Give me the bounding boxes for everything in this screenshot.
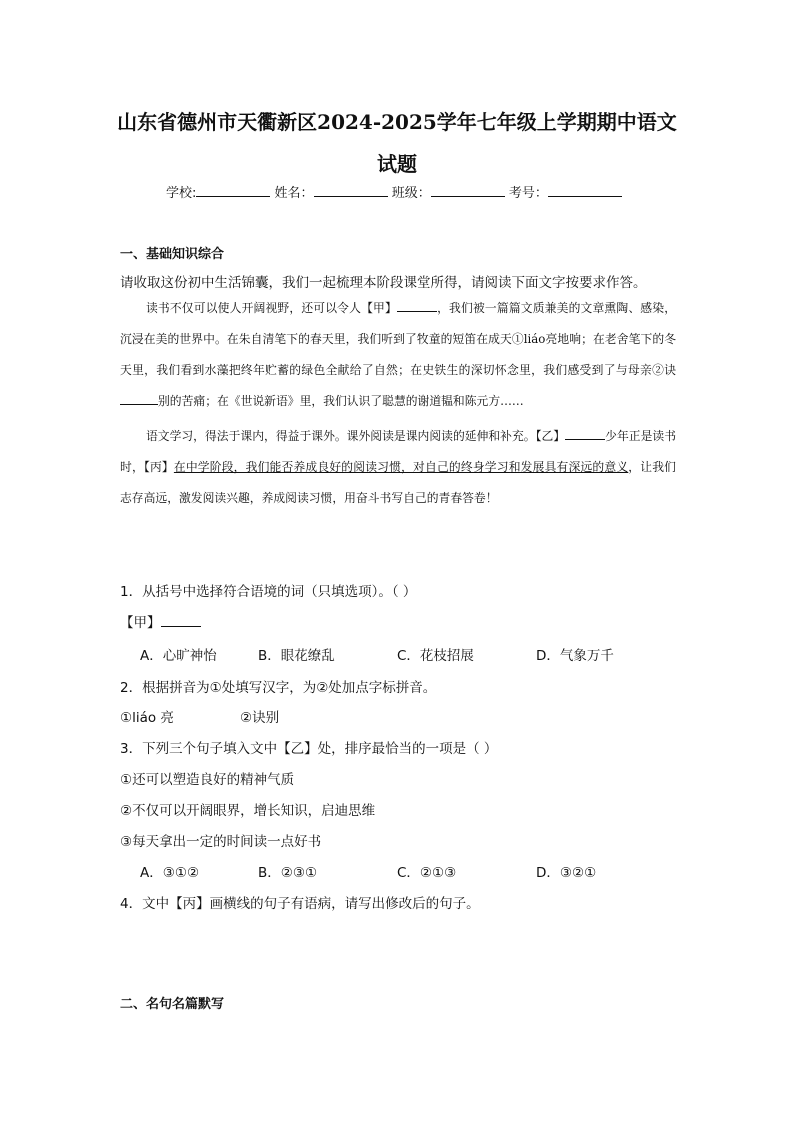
name-label: 姓名： <box>274 186 314 201</box>
question-1-option-b[interactable]: B．眼花缭乱 <box>258 648 335 664</box>
question-3-stem: 3．下列三个句子填入文中【乙】处，排序最恰当的一项是（ ） <box>120 741 498 757</box>
underlined-sentence: 在中学阶段，我们能否养成良好的阅读习惯，对自己的终身学习和发展具有深远的意义 <box>173 460 629 474</box>
question-3-sentence-1: ①还可以塑造良好的精神气质 <box>120 772 295 788</box>
question-1-stem: 1．从括号中选择符合语境的词（只填选项）。（ ） <box>120 584 417 600</box>
section-one-heading: 一、基础知识综合 <box>120 247 225 262</box>
question-3-sentence-3: ③每天拿出一定的时间读一点好书 <box>120 834 322 850</box>
question-3-option-d[interactable]: D．③②① <box>536 865 597 881</box>
passage-paragraph-2: 语文学习，得法于课内，得益于课外。课外阅读是课内阅读的延伸和补充。【乙】 少年正是读书时，【丙】在中学阶段，我们能否养成良好的阅读习惯，对自己的终身学习和发展具有深远的意义，让我们志存高远，激发阅读兴趣，养成阅读习惯，用奋斗书写自己的青春答卷！ <box>120 429 676 505</box>
question-3-option-a[interactable]: A．③①② <box>140 865 200 881</box>
section-two-heading: 二、名句名篇默写 <box>120 997 225 1012</box>
class-blank[interactable] <box>431 184 505 197</box>
question-4-stem: 4．文中【丙】画横线的句子有语病，请写出修改后的句子。 <box>120 896 480 912</box>
question-1-label: 【甲】 <box>120 611 201 631</box>
exam-title-continued: 试题 <box>377 152 417 176</box>
question-3-option-c[interactable]: C．②①③ <box>397 865 457 881</box>
question-1-option-c[interactable]: C．花枝招展 <box>397 648 474 664</box>
question-2-stem: 2．根据拼音为①处填写汉字，为②处加点字标拼音。 <box>120 680 437 696</box>
school-blank[interactable] <box>196 184 270 197</box>
school-label: 学校: <box>166 186 197 201</box>
jue-blank[interactable] <box>120 393 158 405</box>
reading-passage <box>120 293 676 514</box>
class-label: 班级： <box>391 186 431 201</box>
passage-paragraph-1: 读书不仅可以使人开阔视野，还可以令人【甲】 ，我们被一篇篇文质兼美的文章熏陶、感染，沉浸在美的世界中。在朱自清笔下的春天里，我们听到了牧童的短笛在成天①liáo亮地响；在老舍笔下的冬天里，我们看到水藻把终年贮蓄的绿色全献给了自然；在史铁生的深切怀念里，我们感受到了与母亲②诀别的苦痛；在《世说新语》里，我们认识了聪慧的谢道韫和陈元方…… <box>120 301 676 408</box>
question-3-option-b[interactable]: B．②③① <box>258 865 318 881</box>
jia-blank[interactable] <box>397 300 437 312</box>
question-3-sentence-2: ②不仅可以开阔眼界，增长知识，启迪思维 <box>120 803 376 819</box>
name-blank[interactable] <box>314 184 388 197</box>
question-2-item-2: ②诀别 <box>240 710 280 726</box>
question-1-option-a[interactable]: A．心旷神怡 <box>140 648 217 664</box>
student-info-row <box>166 182 622 201</box>
exam-number-blank[interactable] <box>548 184 622 197</box>
question-2-item-1: ①liáo 亮 <box>120 710 174 726</box>
exam-title: 山东省德州市天衢新区2024-2025学年七年级上学期期中语文 <box>117 110 677 134</box>
yi-blank[interactable] <box>565 428 605 440</box>
section-one-intro: 请收取这份初中生活锦囊，我们一起梳理本阶段课堂所得，请阅读下面文字按要求作答。 <box>120 275 647 291</box>
question-1-option-d[interactable]: D．气象万千 <box>536 648 614 664</box>
exam-number-label: 考号： <box>508 186 548 201</box>
question-1-blank[interactable] <box>161 614 201 627</box>
